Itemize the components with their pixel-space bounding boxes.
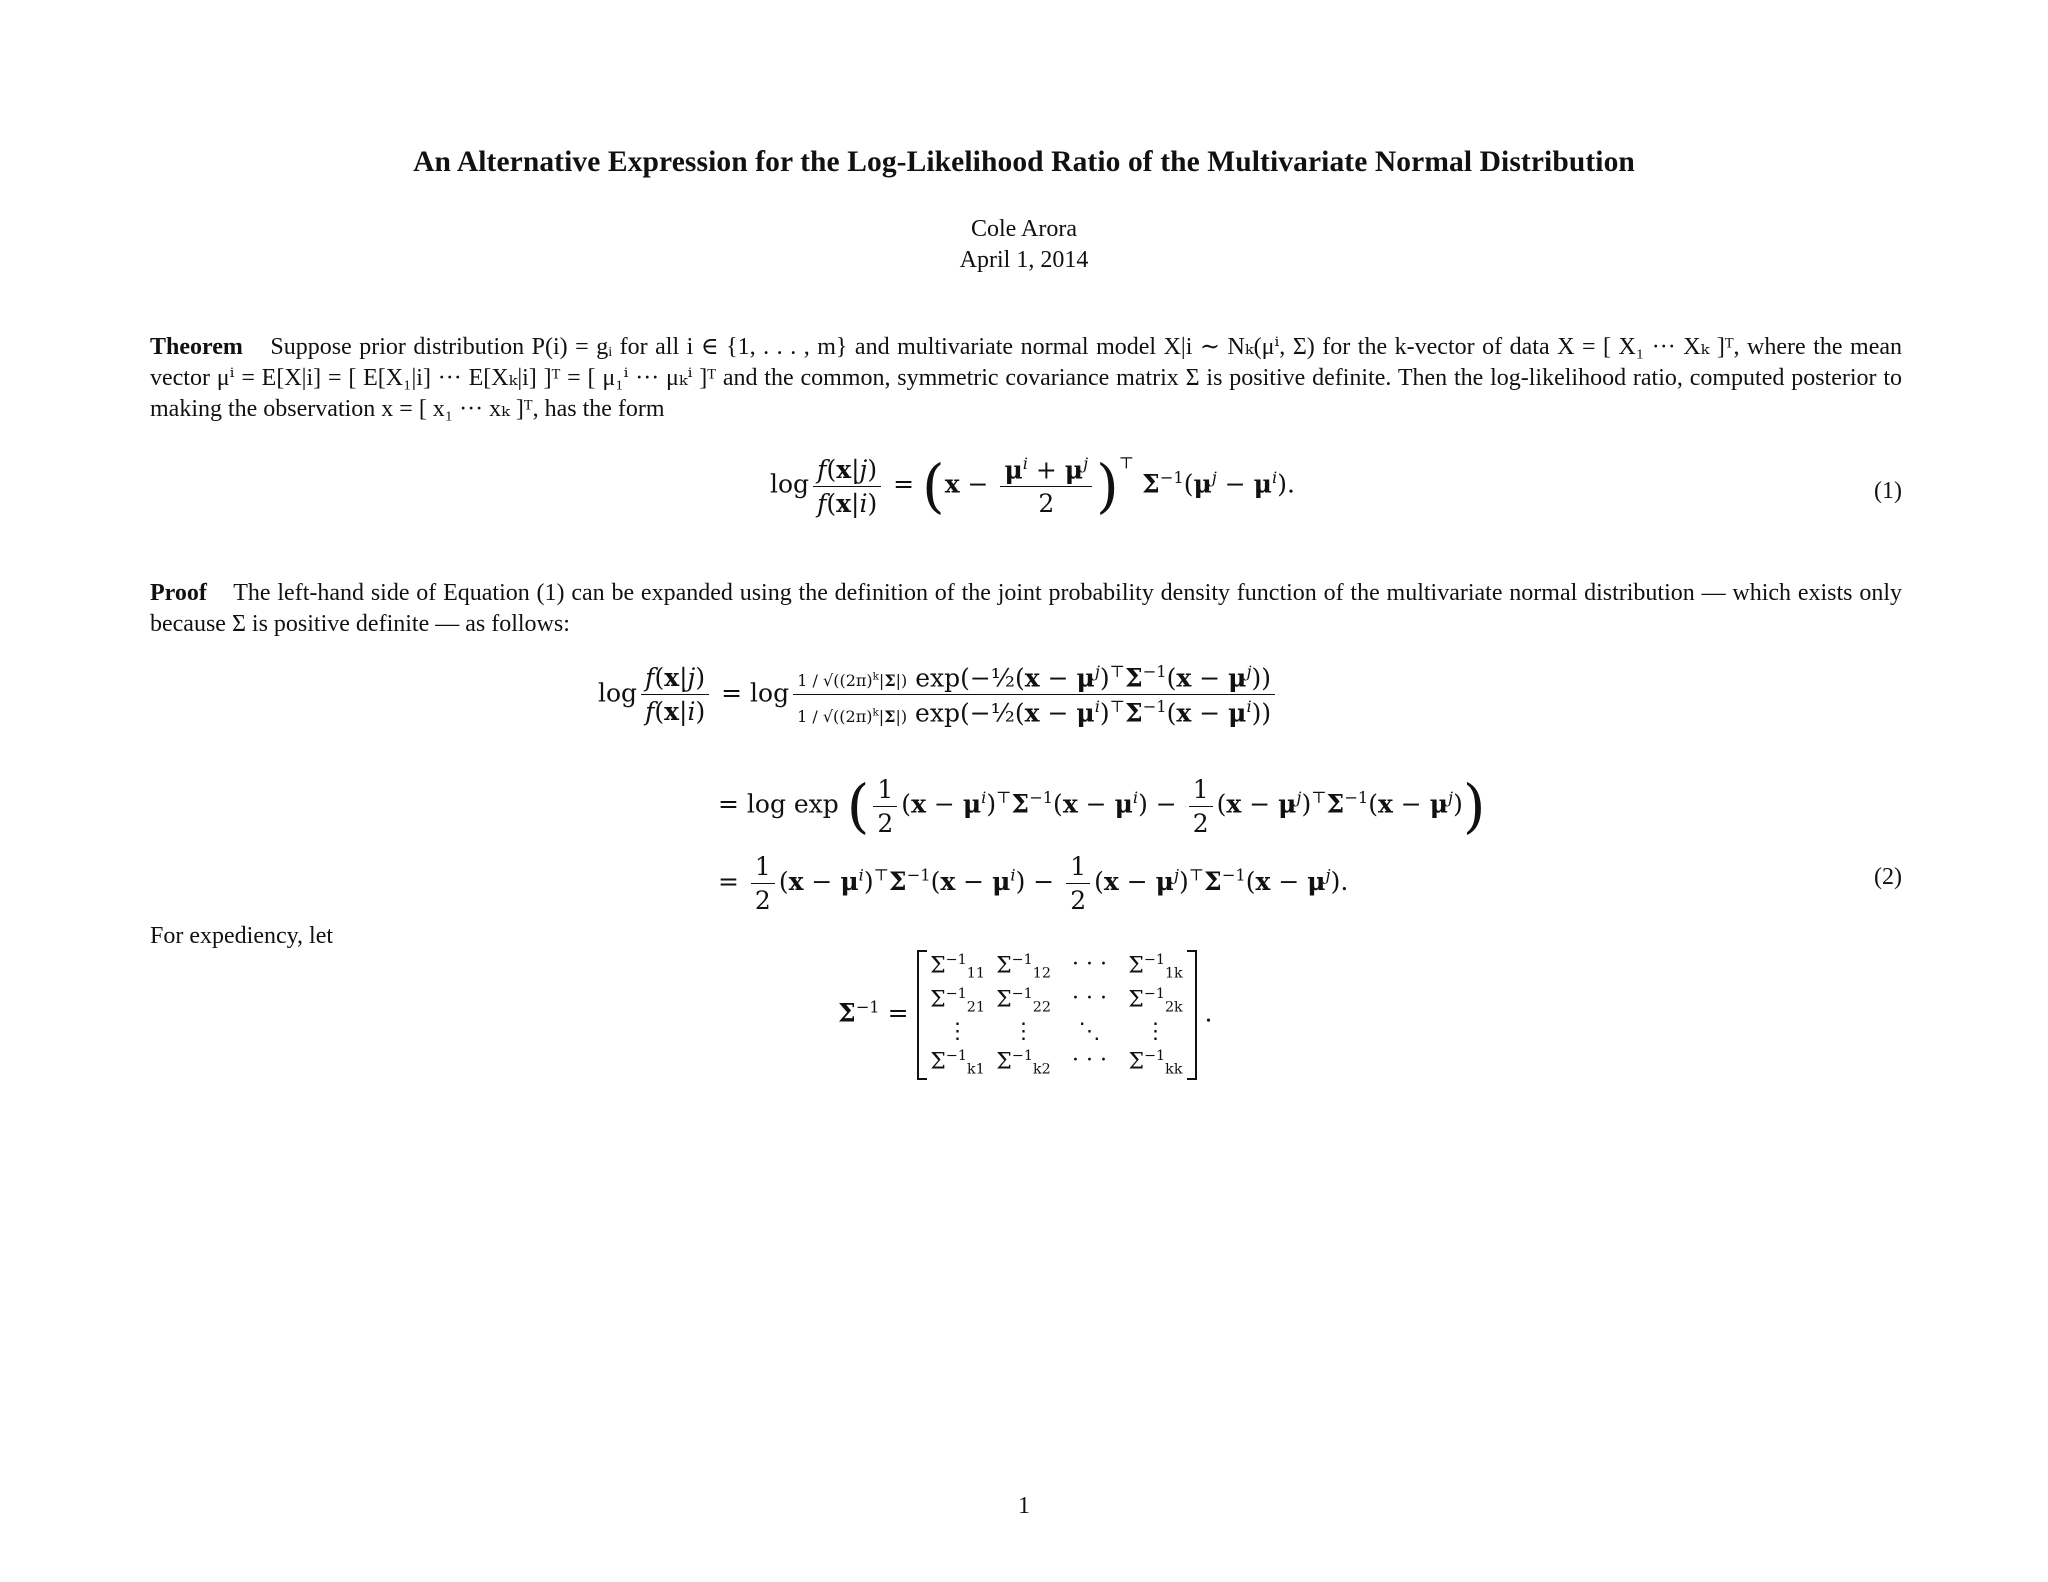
- theorem-paragraph: [150, 332, 1902, 425]
- proof-text: The left-hand side of Equation (1) can be expanded using the definition of the joint probability density function of the multivariate normal distribution — which exists only because Σ is positive definite — as follows:: [150, 580, 1902, 637]
- expediency-text: For expediency, let: [150, 923, 334, 949]
- date: April 1, 2014: [959, 247, 1089, 273]
- equation-2-number: (2): [1874, 864, 1902, 890]
- proof-paragraph: [150, 578, 1902, 640]
- inverse-covariance-matrix: $\Sigma^{-1}_{11}$ $\Sigma^{-1}_{12}$ · · · $\Sigma^{-1}_{1k}$ $\Sigma^{-1}_{21}$ $\Sigma^{-1}_{22}$ · · · $\Sigma^{-1}_{2k}$ ⋮ ⋮ ⋱ ⋮ $\Sigma^{-1}_{k1}$ $\Sigma^{-1}_{k2}$ · · · $\Sigma^{-1}_{kk}$: [917, 950, 1197, 1080]
- theorem-text-2: Then the log-likelihood ratio, computed posterior to making the observation x = [ x₁ ··· xₖ ]ᵀ, has the form: [150, 365, 1903, 422]
- equation-1-number: (1): [1874, 478, 1902, 504]
- theorem-text-1: Suppose prior distribution P(i) = gᵢ for all i ∈ {1, . . . , m} and multivariate normal model X|i ∼ Nₖ(μⁱ, Σ) for the k-vector of data X = [ X₁ ··· Xₖ ]ᵀ, where the mean vector μⁱ = E[X|i] = [ E[X₁|i] ··· E[Xₖ|i] ]ᵀ = [ μ₁ⁱ ··· μₖⁱ ]ᵀ and the common, symmetric covariance matrix Σ is positive definite.: [150, 334, 1903, 391]
- author: Cole Arora: [971, 216, 1077, 242]
- paper-title: An Alternative Expression for the Log-Likelihood Ratio of the Multivariate Normal Distribution: [413, 146, 1635, 178]
- paper-page: An Alternative Expression for the Log-Likelihood Ratio of the Multivariate Normal Distribution Cole Arora April 1, 2014 Theorem Suppose prior distribution P(i) = gᵢ for all i ∈ {1, . . . , m} and multivariate normal model X|i ∼ Nₖ(μⁱ, Σ) for the k-vector of data X = [ X₁ ··· Xₖ ]ᵀ, where the mean vector μⁱ = E[X|i] = [ E[X₁|i] ··· E[Xₖ|i] ]ᵀ = [ μ₁ⁱ ··· μₖⁱ ]ᵀ and the common, symmetric covariance matrix Σ is positive definite. Then the log-likelihood ratio, computed posterior to making the observation x = [ x₁ ··· xₖ ]ᵀ, has the form log $\frac{f(x|j)}{f(x|i)}$ = (x − $\frac{\mu^i + \mu^j}{2}$ )⊤ $\Sigma^{-1}(\mu^j - \mu^i)$. (1) Proof The left-hand side of Equation (1) can be expanded using the definition of the joint probability density function of the multivariate normal distribution — which exists only because Σ is positive definite — as follows: log $\frac{f(x|j)}{f(x|i)}$ = log $\frac{1 / √((2\pi)^k|\Sigma|) \exp(-\frac{1}{2}(x - \mu^j)^⊤\Sigma^{-1}(x - \mu^j))}{1 / √((2\pi)^k|\Sigma|) \exp(-\frac{1}{2}(x - \mu^i)^⊤\Sigma^{-1}(x - \mu^i))}$ = log exp ( $\frac{1}{2}$ $(x - \mu^i)^⊤\Sigma^{-1}(x - \mu^i)$ − $\frac{1}{2}$ $(x - \mu^j)^⊤\Sigma^{-1}(x - \mu^j)$) = $\frac{1}{2}$ $(x - \mu^i)^⊤\Sigma^{-1}(x - \mu^i)$ − $\frac{1}{2}$ $(x - \mu^j)^⊤\Sigma^{-1}(x - \mu^j)$. (2) For expediency, let $\Sigma^{-1}$ = $\Sigma^{-1}_{11}$ $\Sigma^{-1}_{12}$ · · · $\Sigma^{-1}_{1k}$ $\Sigma^{-1}_{21}$ $\Sigma^{-1}_{22}$ · · · $\Sigma^{-1}_{2k}$ ⋮ ⋮ ⋱ ⋮ $\Sigma^{-1}_{k1}$ $\Sigma^{-1}_{k2}$ · · · $\Sigma^{-1}_{kk}$ . 1: [0, 0, 2048, 1582]
- page-number: 1: [1018, 1493, 1030, 1519]
- theorem-label: Theorem: [150, 334, 243, 360]
- proof-label: Proof: [150, 580, 207, 606]
